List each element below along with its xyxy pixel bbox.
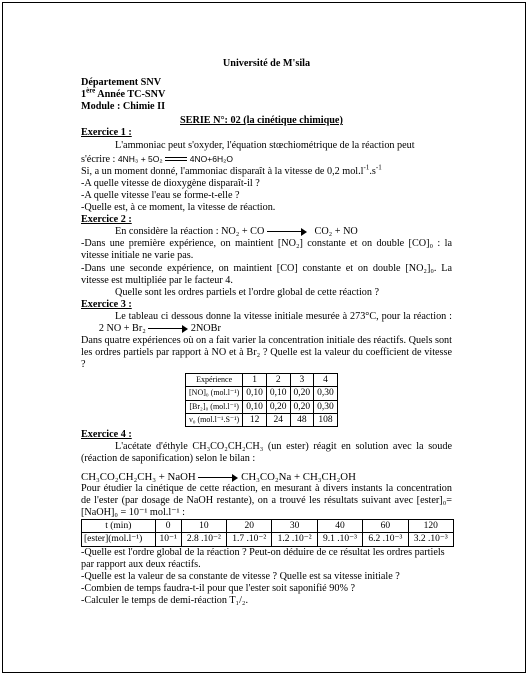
table-cell: 1.2 .10⁻² xyxy=(272,533,317,546)
table-cell: 2 xyxy=(266,374,290,387)
ex1-question-1: -A quelle vitesse de dioxygène disparaît-il ? xyxy=(81,177,260,189)
table-cell: 1.7 .10⁻² xyxy=(227,533,272,546)
ex1-rate-line: Si, a un moment donné, l'ammoniac disparaît à la vitesse de 0,2 $mol.l^{-1}.s^{-1}$ xyxy=(81,163,382,177)
table-cell: 0,10 xyxy=(266,387,290,400)
table-cell: 3.2 .10⁻³ xyxy=(408,533,453,546)
table-cell: 48 xyxy=(290,413,314,426)
table-cell: 120 xyxy=(408,520,453,533)
table-row xyxy=(186,387,338,400)
table-cell: 0,20 xyxy=(266,400,290,413)
ex4-question-3: -Combien de temps faudra-t-il pour que l'ester soit saponifié 90% ? xyxy=(81,582,355,594)
table-cell: 108 xyxy=(314,413,338,426)
ex3-paragraph-2: Dans quatre expériences où on a fait varier la concentration initiale des réactifs. Quels sont les ordres partiels par rapport à NO et à Br₂ ? Quelle est la valeur du coefficient de vitesse ? xyxy=(81,335,452,371)
series-title: SERIE N°: 02 (la cinétique chimique) xyxy=(180,115,343,127)
table-cell: ν₀ (mol.l⁻¹.S⁻¹) xyxy=(186,413,243,426)
ex2-reaction: En considère la réaction : NO₂ + CO CO₂ + NO xyxy=(115,226,358,238)
table-cell: 10 xyxy=(181,520,226,533)
exercise-1-title: Exercice 1 : xyxy=(81,127,132,139)
table-cell: 4 xyxy=(314,374,338,387)
table-cell: t (min) xyxy=(82,520,156,533)
table-cell: 0,20 xyxy=(290,400,314,413)
table-cell: 3 xyxy=(290,374,314,387)
table-cell: 0,10 xyxy=(243,400,267,413)
exercise-2-title: Exercice 2 : xyxy=(81,214,132,226)
module: Module : Chimie II xyxy=(81,101,166,113)
ex4-concentration-table xyxy=(81,519,454,546)
document-page xyxy=(81,58,452,607)
table-cell: Expérience xyxy=(186,374,243,387)
table-row xyxy=(82,533,454,546)
table-cell: 0 xyxy=(155,520,181,533)
ex3-paragraph-1: Le tableau ci dessous donne la vitesse initiale mesurée à 273°C, pour la réaction : 2 NO + Br₂ 2NOBr xyxy=(98,310,452,334)
ex2-paragraph-2: -Dans une seconde expérience, on maintient [CO] constante et on double [NO₂]₀. La vitesse est multipliée par le facteur 4. xyxy=(81,262,452,286)
department: Département SNV xyxy=(81,77,162,89)
table-cell: 60 xyxy=(363,520,408,533)
reaction-arrow-icon xyxy=(267,228,307,236)
ex4-question-4: -Calculer le temps de demi-réaction T₁/₂. xyxy=(81,594,249,606)
exercise-3-title: Exercice 3 : xyxy=(81,298,132,310)
reaction-arrow-icon xyxy=(148,325,188,333)
exercise-4-title: Exercice 4 : xyxy=(81,428,132,440)
ex1-equation-line: s'écrire : 4NH₃ + 5O₂ 4NO+6H₂O xyxy=(81,153,234,165)
table-cell: [Br₂]₀ (mol.l⁻¹) xyxy=(186,400,243,413)
ex1-eq-right: 4NO+6H₂O xyxy=(189,153,234,164)
table-cell: 9.1 .10⁻³ xyxy=(317,533,362,546)
ex1-question-2: -A quelle vitesse l'eau se forme-t-elle ? xyxy=(81,189,240,201)
year-line: 1ère Année TC-SNV xyxy=(81,86,166,101)
table-cell: 10⁻¹ xyxy=(155,533,181,546)
table-header-row xyxy=(82,520,454,533)
ex4-paragraph-2: Pour étudier la cinétique de cette réaction, en mesurant à divers instants la concentration de l'ester (par dosage de NaOH restante), on a trouvé les résultats suivant avec [ester]₀= [NaOH]₀ = 10⁻¹ mol.l⁻¹ : xyxy=(81,483,452,519)
table-header-row xyxy=(186,374,338,387)
table-row xyxy=(186,400,338,413)
table-cell: 0,30 xyxy=(314,387,338,400)
ex4-equation: CH₃CO₂CH₂CH₃ + NaOH CH₃CO₂Na + CH₃CH₂OH xyxy=(81,471,356,483)
table-row xyxy=(186,413,338,426)
table-cell: 0,30 xyxy=(314,400,338,413)
table-cell: 0,20 xyxy=(290,387,314,400)
table-cell: 24 xyxy=(266,413,290,426)
equilibrium-arrow-icon xyxy=(165,155,187,163)
table-cell: [NO]₀ (mol.l⁻¹) xyxy=(186,387,243,400)
table-cell: 40 xyxy=(317,520,362,533)
ex2-paragraph-1: -Dans une première expérience, on maintient [NO₂] constante et on double [CO]₀ : la vitesse initiale ne varie pas. xyxy=(81,238,452,262)
table-cell: 20 xyxy=(227,520,272,533)
table-cell: 12 xyxy=(243,413,267,426)
ex4-question-1: -Quelle est l'ordre global de la réaction ? Peut-on déduire de ce résultat les ordres partiels par rapport aux deux réactifs. xyxy=(81,546,445,570)
table-cell: 2.8 .10⁻² xyxy=(181,533,226,546)
ex1-text: L'ammoniac peut s'oxyder, l'équation stœchiométrique de la réaction peut xyxy=(115,139,415,151)
ex3-rate-table xyxy=(185,373,338,426)
ex4-paragraph-1: L'acétate d'éthyle CH₃CO₂CH₂CH₃ (un ester) réagit en solution avec la soude (réaction de saponification) selon le bilan : xyxy=(81,440,452,464)
ex1-eq-left: 4NH₃ + 5O₂ xyxy=(117,153,163,164)
table-cell: 30 xyxy=(272,520,317,533)
university-name: Université de M'sila xyxy=(222,58,311,69)
table-cell: 0,10 xyxy=(243,387,267,400)
table-cell: [ester](mol.l⁻¹) xyxy=(82,533,156,546)
table-cell: 1 xyxy=(243,374,267,387)
ex1-question-3: -Quelle est, à ce moment, la vitesse de réaction. xyxy=(81,202,276,214)
ex4-question-2: -Quelle est la valeur de sa constante de vitesse ? Quelle est sa vitesse initiale ? xyxy=(81,570,400,582)
table-cell: 6.2 .10⁻³ xyxy=(363,533,408,546)
reaction-arrow-icon xyxy=(198,474,238,482)
ex2-question: Quelle sont les ordres partiels et l'ordre global de cette réaction ? xyxy=(115,286,380,298)
